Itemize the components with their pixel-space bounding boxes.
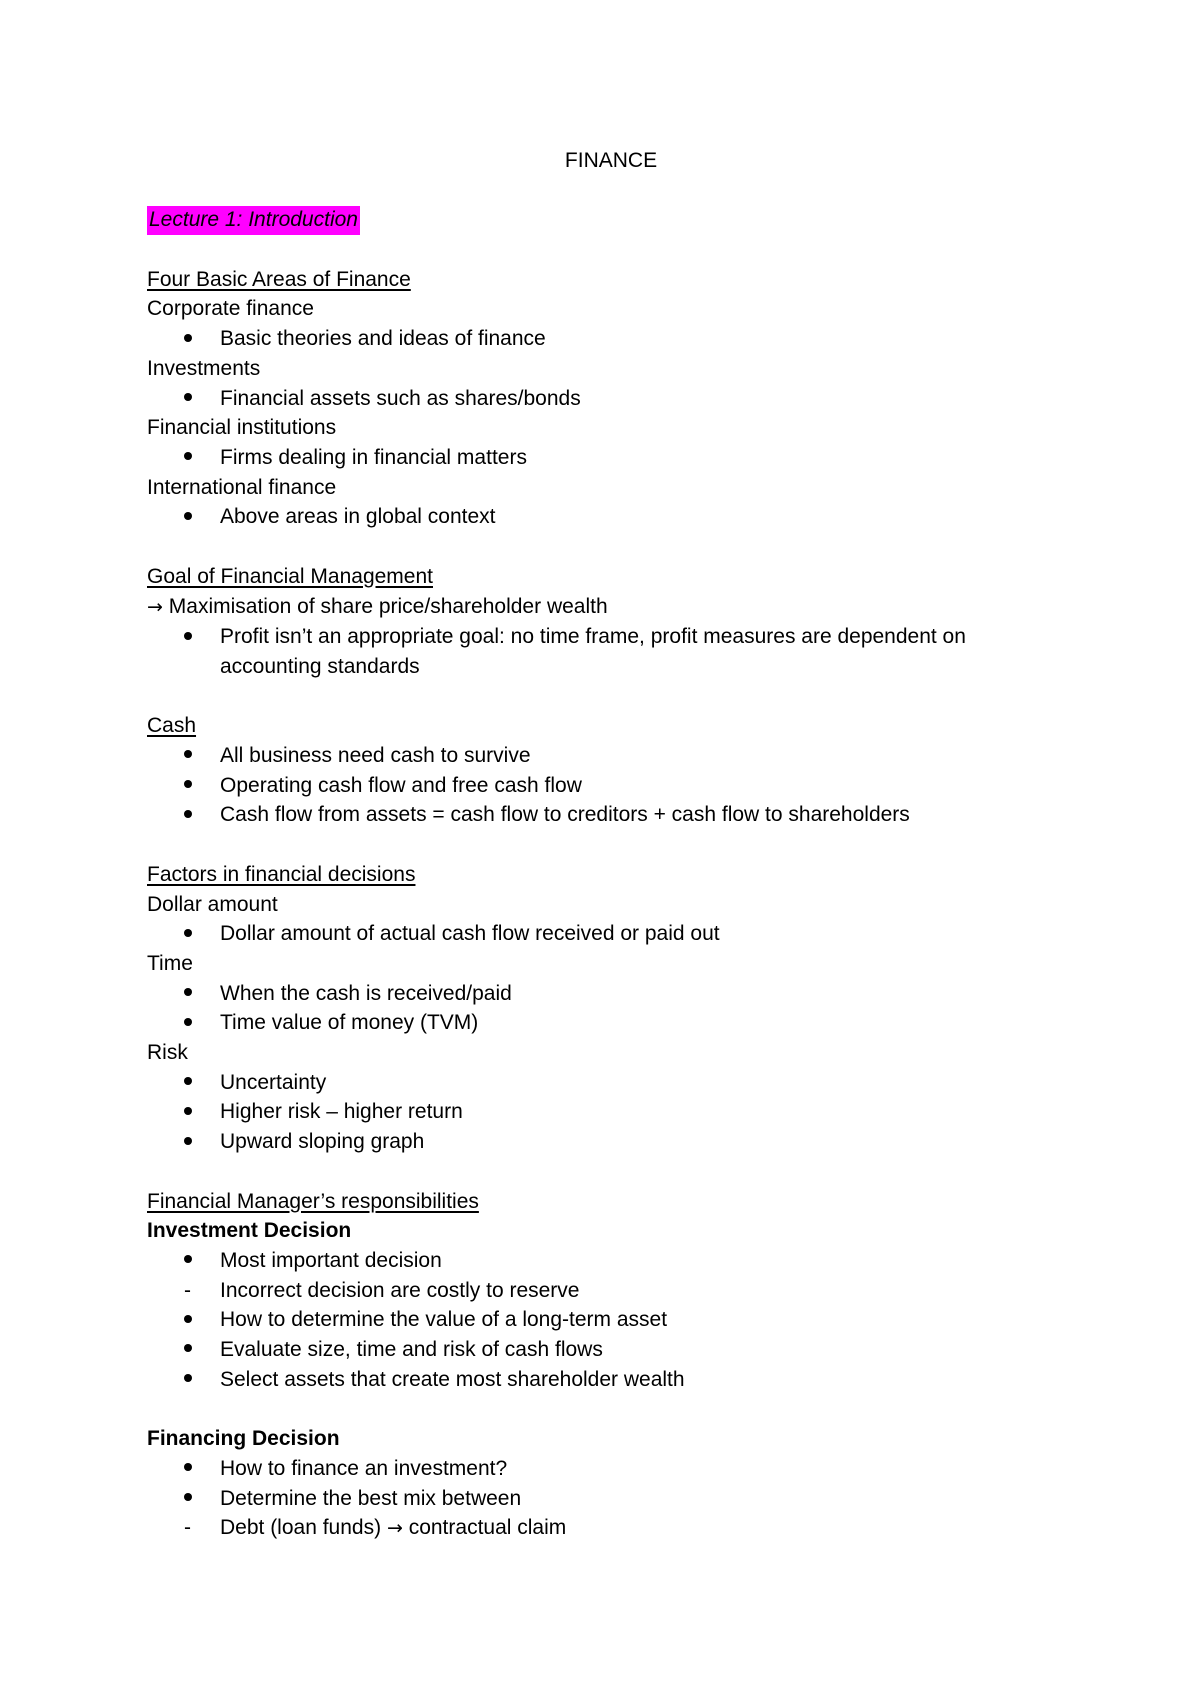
areas-group-label: Financial institutions (147, 416, 337, 440)
areas-group-label: Investments (147, 356, 261, 380)
bullet-icon (184, 929, 192, 937)
list-item: Select assets that create most shareholder wealth (147, 1365, 1047, 1395)
investment-decision-label: Investment Decision (147, 1219, 352, 1243)
lecture-highlight: Lecture 1: Introduction (147, 206, 360, 235)
bullet-icon (184, 393, 192, 401)
factors-heading: Factors in financial decisions (147, 862, 416, 886)
bullet-icon (184, 1137, 192, 1145)
dash-marker: - (184, 1516, 191, 1540)
list-item: Dollar amount of actual cash flow received or paid out (147, 919, 1047, 949)
bullet-icon (184, 452, 192, 460)
dash-marker: - (184, 1278, 191, 1302)
arrow-right-icon: → (386, 1517, 403, 1540)
bullet-icon (184, 1077, 192, 1085)
list-item: Basic theories and ideas of finance (147, 324, 1047, 354)
bullet-icon (184, 512, 192, 520)
list-item: Profit isn’t an appropriate goal: no time frame, profit measures are dependent on (147, 622, 1047, 652)
areas-group-label: International finance (147, 475, 337, 499)
financing-decision-label: Financing Decision (147, 1427, 340, 1451)
list-item: Operating cash flow and free cash flow (147, 771, 1047, 801)
bullet-icon (184, 1374, 192, 1382)
document-title: FINANCE (564, 149, 658, 172)
bullet-icon (184, 810, 192, 818)
responsibilities-heading: Financial Manager’s responsibilities (147, 1189, 479, 1213)
cash-heading: Cash (147, 714, 197, 738)
list-item: Firms dealing in financial matters (147, 443, 1047, 473)
bullet-icon (184, 988, 192, 996)
list-item: Evaluate size, time and risk of cash flows (147, 1335, 1047, 1365)
arrow-right-icon: → (147, 595, 163, 618)
list-item: Most important decision (147, 1246, 1047, 1276)
list-item: Financial assets such as shares/bonds (147, 384, 1047, 414)
goal-heading: Goal of Financial Management (147, 564, 433, 588)
list-item: Upward sloping graph (147, 1127, 1047, 1157)
list-item: When the cash is received/paid (147, 979, 1047, 1009)
bullet-icon (184, 1018, 192, 1026)
list-item: Determine the best mix between (147, 1484, 1047, 1514)
bullet-icon (184, 1315, 192, 1323)
areas-group-label: Corporate finance (147, 297, 314, 321)
factors-group-label: Risk (147, 1041, 188, 1065)
bullet-icon (184, 1463, 192, 1471)
list-item: Time value of money (TVM) (147, 1008, 1047, 1038)
bullet-icon (184, 1107, 192, 1115)
list-item: Uncertainty (147, 1068, 1047, 1098)
bullet-icon (184, 1344, 192, 1352)
list-item: All business need cash to survive (147, 741, 1047, 771)
goal-statement: → Maximisation of share price/shareholder wealth (147, 594, 608, 618)
bullet-icon (184, 1493, 192, 1501)
list-item: How to determine the value of a long-term asset (147, 1305, 1047, 1335)
list-item-continuation: accounting standards (220, 654, 420, 678)
list-item: - Debt (loan funds) → contractual claim (147, 1513, 1047, 1544)
bullet-icon (184, 750, 192, 758)
areas-heading: Four Basic Areas of Finance (147, 267, 411, 291)
bullet-icon (184, 632, 192, 640)
list-item: Cash flow from assets = cash flow to creditors + cash flow to shareholders (147, 800, 1047, 830)
list-item: - Incorrect decision are costly to reserve (147, 1276, 1047, 1306)
document-body (147, 146, 1047, 1544)
bullet-icon (184, 334, 192, 342)
factors-group-label: Dollar amount (147, 892, 278, 916)
list-item: Above areas in global context (147, 502, 1047, 532)
list-item: Higher risk – higher return (147, 1097, 1047, 1127)
list-item: How to finance an investment? (147, 1454, 1047, 1484)
factors-group-label: Time (147, 951, 193, 975)
bullet-icon (184, 1255, 192, 1263)
lecture-heading (147, 205, 1047, 235)
bullet-icon (184, 780, 192, 788)
